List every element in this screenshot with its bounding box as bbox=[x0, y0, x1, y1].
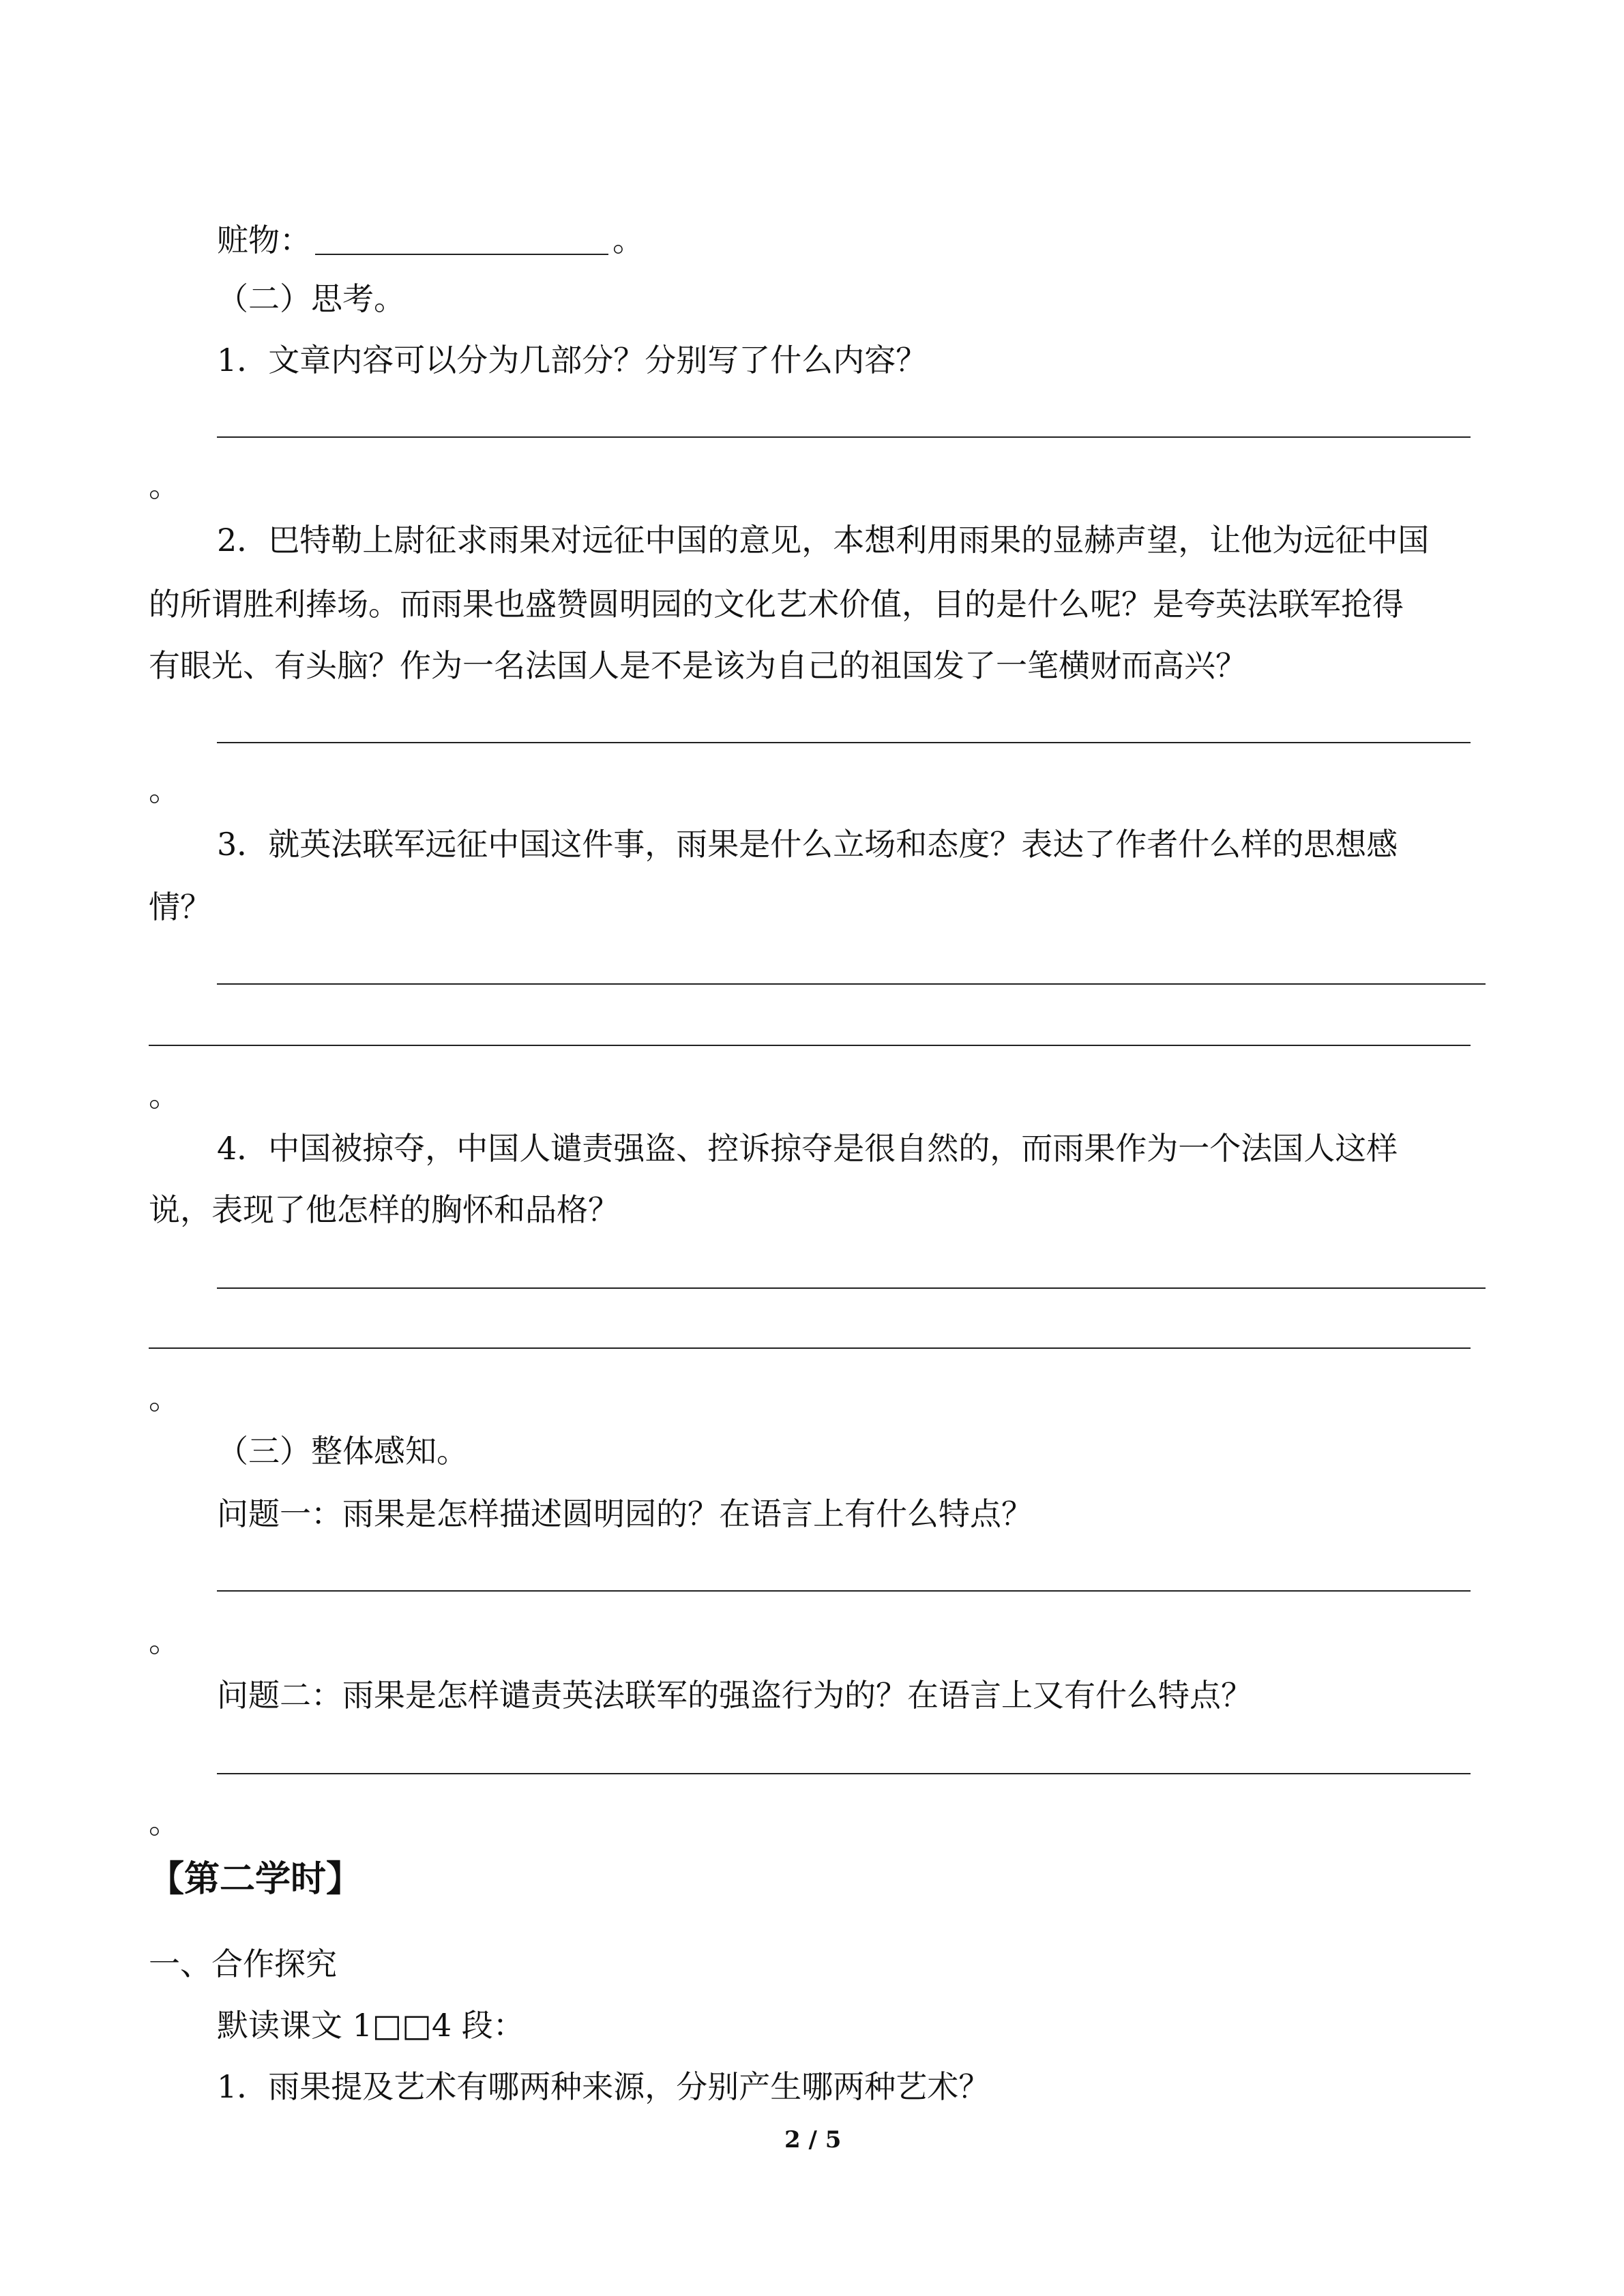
reading-instruction: 默读课文 1□□4 段： bbox=[217, 2007, 525, 2044]
end-mark-4: 。 bbox=[149, 1380, 180, 1416]
cooperative-question-1: 1．雨果提及艺术有哪两种来源，分别产生哪两种艺术？ bbox=[217, 2068, 990, 2105]
question-2-line2: 的所谓胜利捧场。而雨果也盛赞圆明园的文化艺术价值，目的是什么呢？是夸英法联军抢得 bbox=[149, 586, 1404, 623]
problem-2: 问题二：雨果是怎样谴责英法联军的强盗行为的？在语言上又有什么特点？ bbox=[217, 1677, 1252, 1714]
answer-line-4a[interactable] bbox=[217, 1287, 1486, 1289]
problem-1: 问题一：雨果是怎样描述圆明园的？在语言上有什么特点？ bbox=[217, 1495, 1033, 1532]
end-mark-2: 。 bbox=[149, 771, 180, 808]
zhuangwu-line bbox=[217, 221, 644, 259]
section-3-title: （三）整体感知。 bbox=[217, 1433, 468, 1470]
end-mark-p2: 。 bbox=[149, 1804, 180, 1840]
answer-line-p1[interactable] bbox=[217, 1590, 1471, 1592]
answer-line-3a[interactable] bbox=[217, 983, 1486, 985]
answer-line-2[interactable] bbox=[217, 742, 1471, 743]
end-mark-1: 。 bbox=[149, 467, 180, 504]
answer-line-3b[interactable] bbox=[149, 1045, 1471, 1046]
question-2-line3: 有眼光、有头脑？作为一名法国人是不是该为自己的祖国发了一笔横财而高兴？ bbox=[149, 647, 1247, 684]
part-1-title: 一、合作探究 bbox=[149, 1945, 337, 1982]
question-2-line1: 2．巴特勒上尉征求雨果对远征中国的意见，本想利用雨果的显赫声望，让他为远征中国 bbox=[217, 522, 1430, 558]
question-4-line1: 4．中国被掠夺，中国人谴责强盗、控诉掠夺是很自然的，而雨果作为一个法国人这样 bbox=[217, 1130, 1398, 1167]
zhuangwu-end: 。 bbox=[612, 222, 644, 258]
page-number: 2 / 5 bbox=[784, 2126, 842, 2153]
end-mark-3: 。 bbox=[149, 1077, 180, 1114]
zhuangwu-label: 赃物： bbox=[217, 222, 311, 258]
zhuangwu-blank[interactable] bbox=[315, 224, 608, 255]
answer-line-1[interactable] bbox=[217, 436, 1471, 438]
question-1: 1．文章内容可以分为几部分？分别写了什么内容？ bbox=[217, 342, 928, 378]
end-mark-p1: 。 bbox=[149, 1622, 180, 1659]
answer-line-4b[interactable] bbox=[149, 1347, 1471, 1349]
question-3-line2: 情？ bbox=[149, 889, 211, 925]
answer-line-p2[interactable] bbox=[217, 1773, 1471, 1774]
question-3-line1: 3．就英法联军远征中国这件事，雨果是什么立场和态度？表达了作者什么样的思想感 bbox=[217, 826, 1398, 863]
section-2-title: （二）思考。 bbox=[217, 280, 405, 317]
lesson-2-heading: 【第二学时】 bbox=[149, 1858, 362, 1900]
question-4-line2: 说，表现了他怎样的胸怀和品格？ bbox=[149, 1191, 619, 1228]
